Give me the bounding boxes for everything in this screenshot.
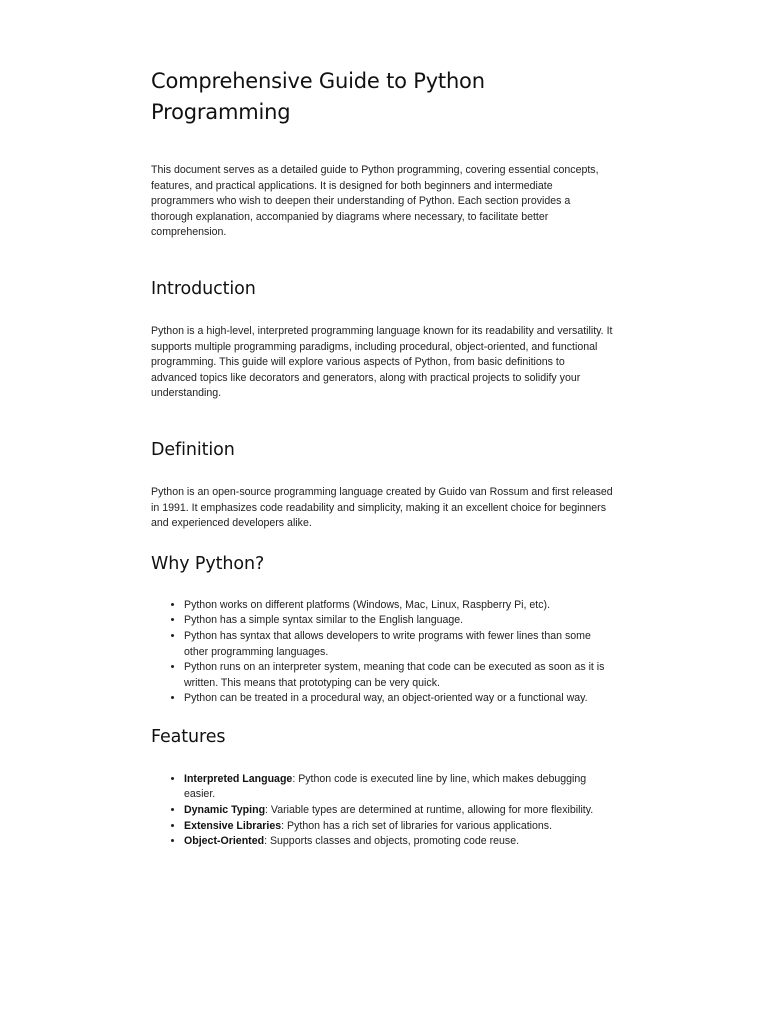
list-item: [184, 819, 613, 835]
list-item: • Python runs on an interpreter system, meaning that code can be executed as soon as it is written. This means that prototyping can be very quick.: [184, 660, 613, 691]
introduction-heading: Introduction: [151, 278, 256, 299]
list-item: • Python has syntax that allows developers to write programs with fewer lines than some other programming languages.: [184, 629, 613, 660]
feature-description: : Supports classes and objects, promoting code reuse.: [264, 835, 520, 848]
list-item: • Python has a simple syntax similar to the English language.: [184, 613, 613, 629]
feature-description: : Python has a rich set of libraries for various applications.: [281, 819, 553, 832]
list-item: [184, 803, 613, 819]
introduction-paragraph: Python is a high-level, interpreted programming language known for its readability and versatility. It supports multiple programming paradigms, including procedural, object-oriented, and functional programming. This guide will explore various aspects of Python, from basic definitions to advanced topics like decorators and generators, along with practical projects to solidify your understanding.: [151, 324, 613, 400]
intro-paragraph: This document serves as a detailed guide to Python programming, covering essential concepts, features, and practical applications. It is designed for both beginners and intermediate programmers who wish to deepen their understanding of Python. Each section provides a thorough explanation, accompanied by diagrams where necessary, to facilitate better comprehension.: [151, 164, 599, 239]
why-python-heading: Why Python?: [151, 553, 265, 574]
feature-term: Dynamic Typing: [184, 804, 266, 817]
features-list: [151, 772, 613, 850]
feature-term: Interpreted Language: [184, 772, 293, 785]
feature-description: : Variable types are determined at runtime, allowing for more flexibility.: [265, 804, 594, 817]
definition-paragraph: Python is an open-source programming language created by Guido van Rossum and first released in 1991. It emphasizes code readability and simplicity, making it an excellent choice for beginners and experienced developers alike.: [151, 485, 613, 530]
list-item: [184, 834, 613, 850]
document-page: [151, 66, 613, 850]
document-title: Comprehensive Guide to Python Programming: [151, 69, 485, 124]
feature-description: : Python code is executed line by line, which makes debugging easier.: [184, 772, 587, 801]
list-item: • Python works on different platforms (Windows, Mac, Linux, Raspberry Pi, etc).: [184, 598, 613, 614]
feature-term: Extensive Libraries: [184, 819, 282, 832]
feature-term: Object-Oriented: [184, 835, 265, 848]
why-python-list: [151, 598, 613, 707]
definition-heading: Definition: [151, 439, 235, 460]
list-item: • Python can be treated in a procedural way, an object-oriented way or a functional way.: [184, 691, 613, 707]
features-heading: Features: [151, 726, 226, 747]
list-item: [184, 772, 613, 803]
